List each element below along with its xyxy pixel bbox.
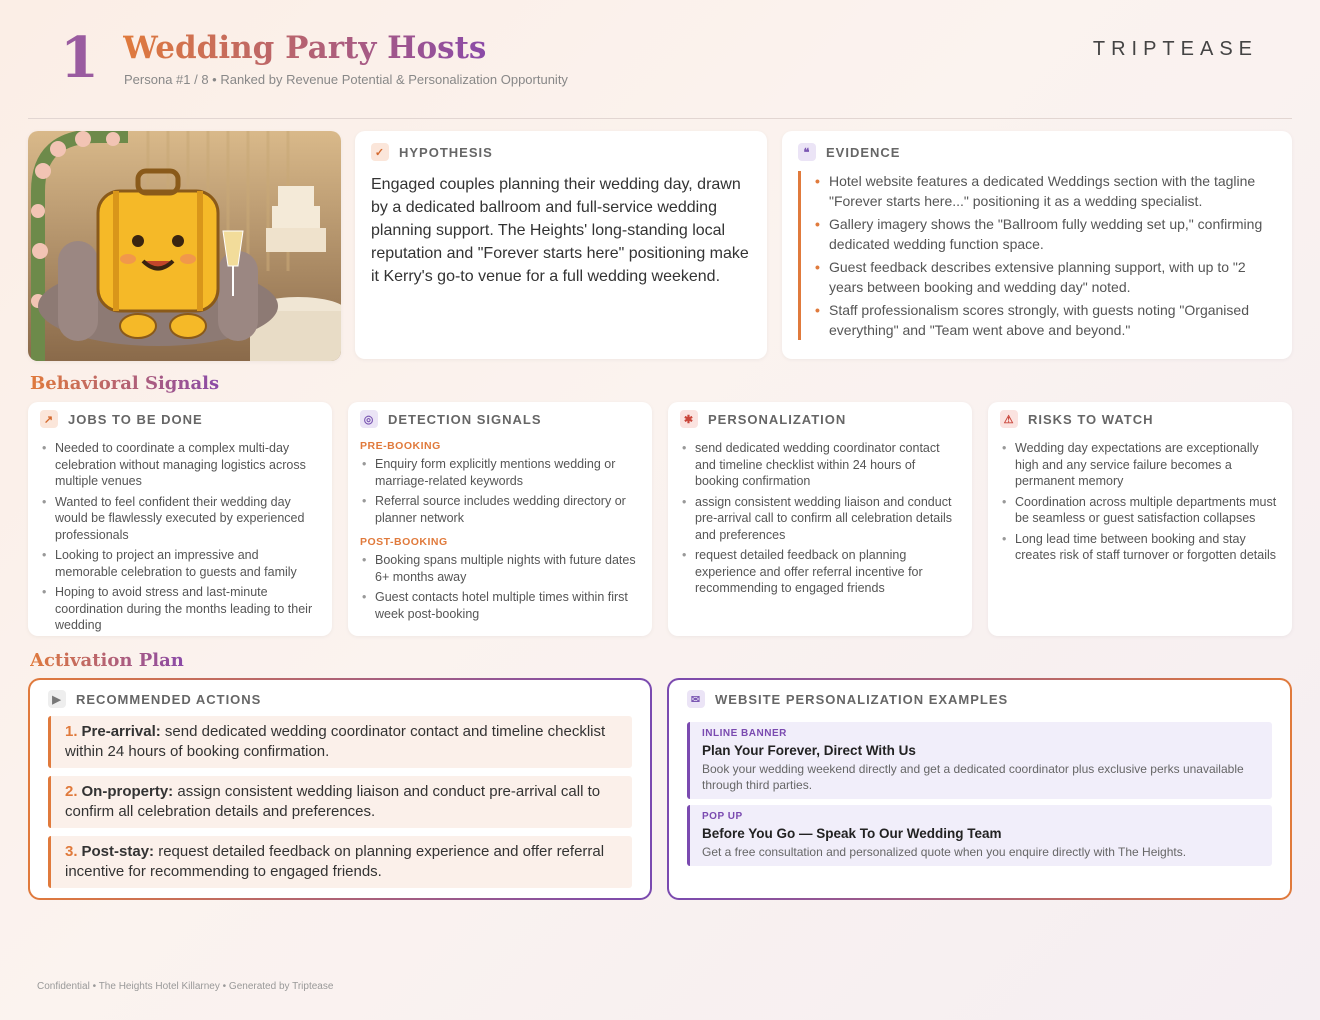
brand-logo: TRIPTEASE [1092,38,1258,60]
example-title: Before You Go — Speak To Our Wedding Team [702,826,1002,841]
personalization-label: PERSONALIZATION [708,411,847,427]
example-pop-up [687,805,1272,866]
risks-list [1000,440,1280,564]
list-item: • Hoping to avoid stress and last-minute coordination during the months leading to their wedding [40,584,320,634]
pre-booking-label: PRE-BOOKING [360,440,441,452]
jobs-label: JOBS TO BE DONE [68,411,203,427]
list-item: • assign consistent wedding liaison and conduct pre-arrival call to confirm all celebration details and preferences [680,494,960,544]
action-step [48,776,632,828]
example-body: Book your wedding weekend directly and get a dedicated coordinator plus exclusive perks unavailable through third parties. [702,762,1244,792]
sparkle-icon: ✱ [680,410,698,428]
play-icon: ▶ [48,690,66,708]
evidence-item: • Gallery imagery shows the "Ballroom fully wedding set up," confirming dedicated wedding function space. [815,214,1276,254]
evidence-label: EVIDENCE [826,144,901,160]
step-number: 3. [65,843,78,860]
risks-card [988,402,1292,636]
header-divider [28,118,1292,119]
post-booking-label: POST-BOOKING [360,536,448,548]
detection-label: DETECTION SIGNALS [388,411,542,427]
list-item: • Looking to project an impressive and memorable celebration to guests and family [40,547,320,580]
trend-arrow-icon: ↗ [40,410,58,428]
personalization-header [680,410,960,428]
list-item: • Needed to coordinate a complex multi-day celebration without managing logistics across multiple venues [40,440,320,490]
page-title: Wedding Party Hosts [123,30,487,66]
list-item: • Enquiry form explicitly mentions wedding or marriage-related keywords [360,456,640,489]
recommended-actions-card [28,678,652,900]
activation-plan-heading: Activation Plan [30,650,184,671]
post-booking-list [360,552,640,622]
step-heading: Post-stay: [81,843,155,860]
step-text: assign consistent wedding liaison and conduct pre-arrival call to confirm all celebration details and preferences. [65,783,601,820]
evidence-item: • Hotel website features a dedicated Weddings section with the tagline "Forever starts here..." positioning it as a wedding specialist. [815,171,1276,211]
behavioral-signals-heading: Behavioral Signals [30,373,220,394]
personalization-card [668,402,972,636]
action-step [48,836,632,888]
check-icon: ✓ [371,143,389,161]
pre-booking-list [360,456,640,526]
actions-label: RECOMMENDED ACTIONS [76,691,262,707]
example-tag: INLINE BANNER [702,728,787,739]
list-item: • Coordination across multiple departments must be seamless or guest satisfaction collapses [1000,494,1280,527]
evidence-item: • Guest feedback describes extensive planning support, with up to "2 years between booking and wedding day" noted. [815,257,1276,297]
jobs-card [28,402,332,636]
step-number: 2. [65,783,78,800]
footer: Confidential • The Heights Hotel Killarney • Generated by Triptease [37,981,334,992]
jobs-header [40,410,320,428]
list-item: • Long lead time between booking and stay creates risk of staff turnover or forgotten details [1000,531,1280,564]
list-item: • Wedding day expectations are exceptionally high and any service failure becomes a permanent memory [1000,440,1280,490]
quote-icon: ❝ [798,143,816,161]
hypothesis-text: Engaged couples planning their wedding day, drawn by a dedicated ballroom and full-service wedding planning support. The Heights' long-standing local reputation and "Forever starts here" positioning make it Kerry's go-to venue for a full wedding weekend. [371,176,749,285]
persona-illustration [28,131,341,361]
example-tag: POP UP [702,811,743,822]
personalization-list [680,440,960,597]
warning-icon: ⚠ [1000,410,1018,428]
hypothesis-label: HYPOTHESIS [399,144,493,160]
evidence-card [782,131,1292,359]
action-step [48,716,632,768]
list-item: • Referral source includes wedding directory or planner network [360,493,640,526]
risks-header [1000,410,1280,428]
detection-card [348,402,652,636]
list-item: • Booking spans multiple nights with future dates 6+ months away [360,552,640,585]
web-examples-header [687,690,1272,708]
list-item: • Wanted to feel confident their wedding day would be flawlessly executed by experienced professionals [40,494,320,544]
step-heading: On-property: [81,783,174,800]
step-heading: Pre-arrival: [81,723,161,740]
website-examples-card [667,678,1292,900]
step-text: request detailed feedback on planning experience and offer referral incentive for recommending to engaged friends. [65,843,605,880]
mail-icon: ✉ [687,690,705,708]
hypothesis-card [355,131,767,359]
evidence-item: • Staff professionalism scores strongly, with guests noting "Organised everything" and "Team went above and beyond." [815,300,1276,340]
list-item: • Guest contacts hotel multiple times within first week post-booking [360,589,640,622]
persona-number: 1 [60,25,99,91]
example-body: Get a free consultation and personalized quote when you enquire directly with The Heights. [702,845,1187,859]
actions-header [48,690,632,708]
page-subtitle: Persona #1 / 8 • Ranked by Revenue Potential & Personalization Opportunity [124,72,568,87]
detection-header [360,410,640,428]
list-item: • request detailed feedback on planning experience and offer referral incentive for recommending to engaged friends [680,547,960,597]
step-number: 1. [65,723,78,740]
step-text: send dedicated wedding coordinator contact and timeline checklist within 24 hours of booking confirmation. [65,723,606,760]
example-inline-banner [687,722,1272,799]
risks-label: RISKS TO WATCH [1028,411,1154,427]
hypothesis-header [371,143,751,161]
example-title: Plan Your Forever, Direct With Us [702,743,916,758]
evidence-header [798,143,1276,161]
suitcase-mascot-image [28,131,341,361]
web-examples-label: WEBSITE PERSONALIZATION EXAMPLES [715,691,1009,707]
target-icon: ◎ [360,410,378,428]
list-item: • send dedicated wedding coordinator contact and timeline checklist within 24 hours of booking confirmation [680,440,960,490]
evidence-list [798,171,1276,340]
jobs-list [40,440,320,634]
